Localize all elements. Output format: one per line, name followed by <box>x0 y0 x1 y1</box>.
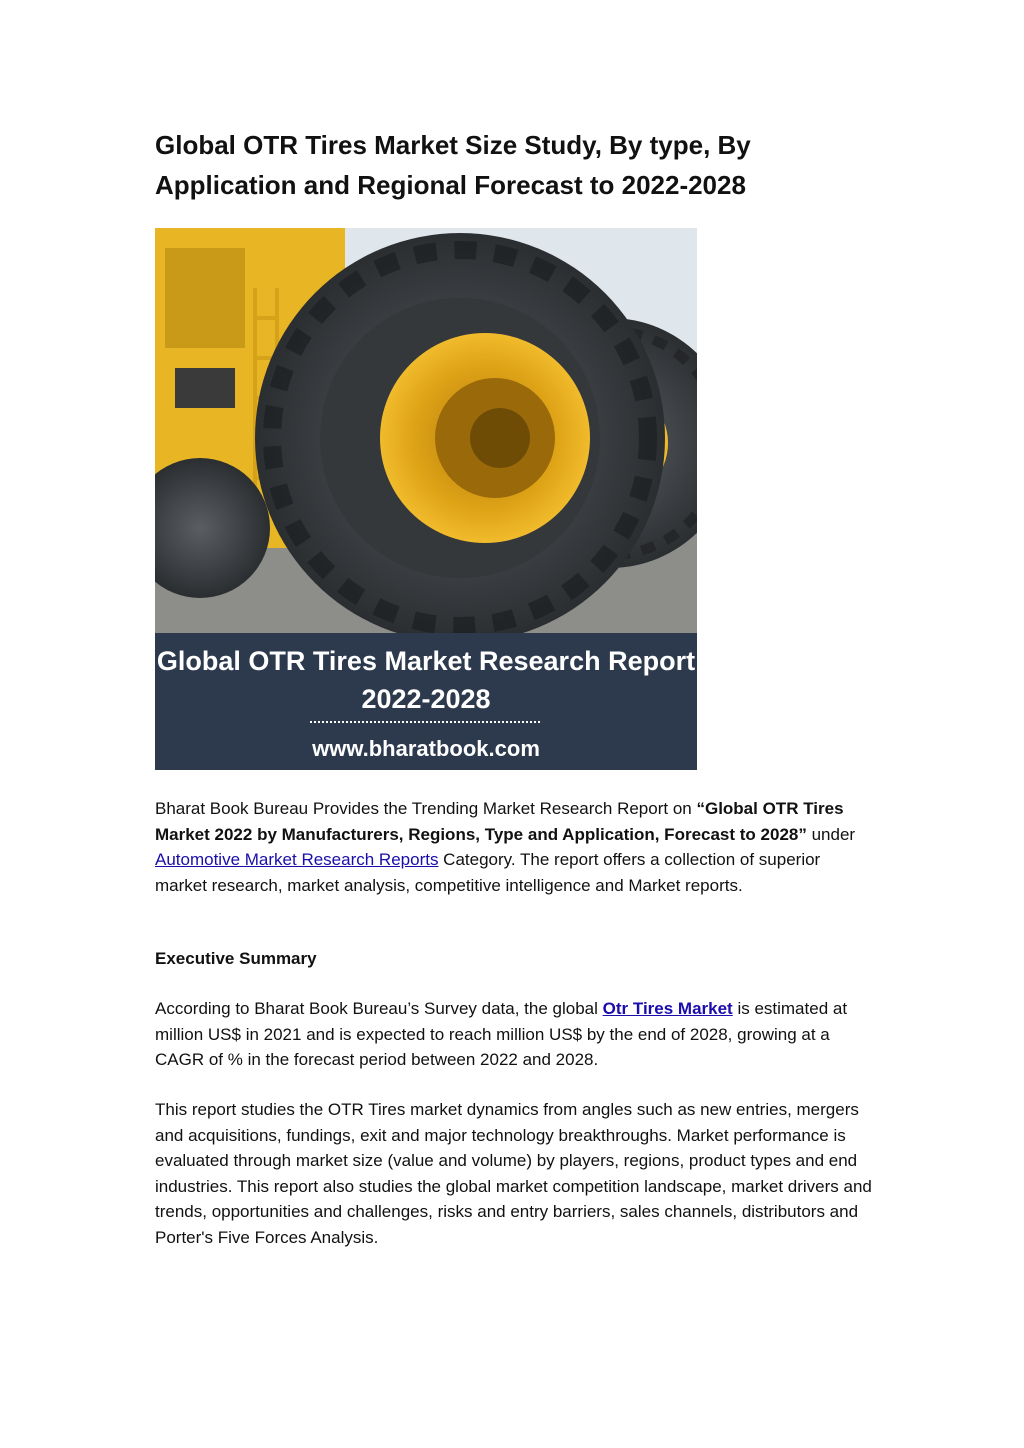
summary-lead: According to Bharat Book Bureau’s Survey data, the global <box>155 999 603 1018</box>
intro-under: under <box>806 824 856 844</box>
executive-summary-heading: Executive Summary <box>155 949 317 968</box>
intro-paragraph <box>155 796 875 898</box>
intro-lead: Bharat Book Bureau Provides the Trending Market Research Report on <box>155 799 697 818</box>
report-name: “Global OTR Tires Market 2022 by Manufacturers, Regions, Type and Application, Forecast to 2028” <box>155 799 844 844</box>
banner-years: 2022-2028 <box>361 684 491 714</box>
page-title: Global OTR Tires Market Size Study, By type, By Application and Regional Forecast to 2022-2028 <box>155 130 751 200</box>
hero-image <box>155 228 697 770</box>
main-tire-center <box>470 408 530 468</box>
intro-tail: Category. The report offers a collection of superior market research, market analysis, competitive intelligence and Market reports. <box>155 850 821 895</box>
summary-tail: is estimated at million US$ in 2021 and is expected to reach million US$ by the end of 2028, growing at a CAGR of % in the forecast period between 2022 and 2028. <box>155 999 848 1069</box>
studies-paragraph: This report studies the OTR Tires market dynamics from angles such as new entries, mergers and acquisitions, fundings, exit and major technology breakthroughs. Market performance is evaluated through market size (value and volume) by players, regions, product types and end industries. This report also studies the global market competition landscape, market drivers and trends, opportunities and challenges, risks and entry barriers, sales channels, distributors and Porter's Five Forces Analysis. <box>155 1100 872 1247</box>
machine-vent <box>175 368 235 408</box>
machine-panel <box>165 248 245 348</box>
otr-tires-illustration <box>155 228 697 770</box>
automotive-reports-link[interactable]: Automotive Market Research Reports <box>155 850 439 869</box>
banner-url: www.bharatbook.com <box>312 736 540 761</box>
banner-title: Global OTR Tires Market Research Report <box>156 646 696 676</box>
otr-tires-market-link[interactable]: Otr Tires Market <box>602 999 733 1018</box>
summary-paragraph <box>155 996 875 1073</box>
